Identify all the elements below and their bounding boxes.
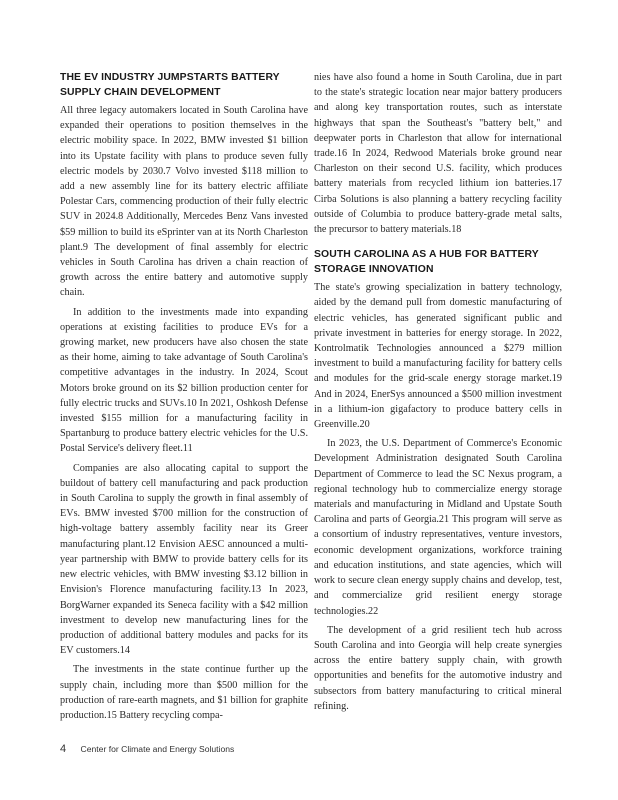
paragraph: In addition to the investments made into expanding operations at existing facilities to produce EVs for a growing market, new producers have also chosen the state as their home, aiming to take advantage of South Carolina's competitive advantages in the industry. In 2024, Scout Motors broke ground on its $2 billion production center for fully electric trucks and SUVs.10 In 2021, Oshkosh Defense invested $155 million for a manufacturing facility in Spartanburg to produce battery electric vehicles for the U.S. Postal Service's delivery fleet.11	[60, 306, 308, 455]
paragraph: The investments in the state continue further up the supply chain, including more than $500 million for the production of rare-earth magnets, and $1 billion for graphite production.15 Battery recycling compa-	[60, 664, 308, 721]
page-footer	[60, 743, 234, 755]
section-heading-battery-storage: SOUTH CAROLINA AS A HUB FOR BATTERY STORAGE INNOVATION	[314, 249, 539, 276]
page-number: 4	[60, 743, 67, 755]
right-column	[314, 70, 562, 714]
paragraph: Companies are also allocating capital to support the buildout of battery cell manufacturing and pack production in South Carolina to supply the growth in final assembly of EVs. BMW invested $700 million for the construction of high-voltage battery assembly facility near its Greer manufacturing plant.12 Envision AESC announced a multi-year partnership with BMW to provide battery cells for its new electric vehicles, with BMW investing $3.12 billion in Envision's Florence manufacturing facility.13 In 2023, BorgWarner expanded its Seneca facility with a $42 million investment to develop new manufacturing lines for the production of additional battery modules and packs for its EV customers.14	[60, 462, 308, 657]
paragraph: In 2023, the U.S. Department of Commerce's Economic Development Administration designated South Carolina Department of Commerce to lead the SC Nexus program, a regional technology hub to commercialize energy storage materials and manufacturing in Midland and Upstate South Carolina and parts of Georgia.21 This program will serve as a consortium of industry representatives, venture investors, economic development organizations, workforce training and education institutions, and state agencies, which will work to secure clean energy supply chains and develop, test, and commercialize grid resilient energy storage technologies.22	[314, 438, 562, 617]
footer-organization: Center for Climate and Energy Solutions	[80, 744, 235, 754]
paragraph: The development of a grid resilient tech hub across South Carolina and into Georgia will help create synergies across the entire battery supply chain, with growth opportunities and benefits for the automotive industry and subsectors from battery manufacturing to critical mineral refining.	[314, 624, 562, 712]
section-heading-ev-industry: THE EV INDUSTRY JUMPSTARTS BATTERY SUPPLY CHAIN DEVELOPMENT	[60, 72, 280, 98]
left-column	[60, 70, 308, 723]
paragraph-continuation: nies have also found a home in South Carolina, due in part to the state's strategic location near major battery producers and along key transportation routes, such as interstate highways that span the Southeast's "battery belt," and deepwater ports in Charleston that allow for international trade.16 In 2024, Redwood Materials broke ground near Charleston on their second U.S. facility, which produces battery materials from recycled lithium ion batteries.17 Cirba Solutions is also planning a battery recycling facility outside of Columbia to produce battery-grade metal salts, the precursor to battery materials.18	[314, 72, 562, 236]
paragraph: All three legacy automakers located in South Carolina have expanded their operations to position themselves in the electric mobility space. In 2022, BMW invested $1 billion into its Upstate facility with plans to produce seven fully electric models by 2030.7 Volvo invested $118 million to add a new assembly line for its battery electric affiliate Polestar Cars, commencing production of their fully electric SUV in 2024.8 Additionally, Mercedes Benz Vans invested $59 million to build its eSprinter van at its North Charleston plant.9 The development of final assembly for electric vehicles in South Carolina has driven a chain reaction of growth across the entire battery and automotive supply chain.	[60, 105, 308, 299]
paragraph: The state's growing specialization in battery technology, aided by the demand pull from domestic manufacturing of electric vehicles, has generated significant public and private investment in batteries for energy storage. In 2022, Kontrolmatik Technologies announced a $279 million investment to build a manufacturing facility for battery cells and modules for the grid-scale energy storage market.19 And in 2024, EnerSys announced a $500 million investment in a lithium-ion gigafactory to produce battery cells in Greenville.20	[314, 282, 562, 431]
